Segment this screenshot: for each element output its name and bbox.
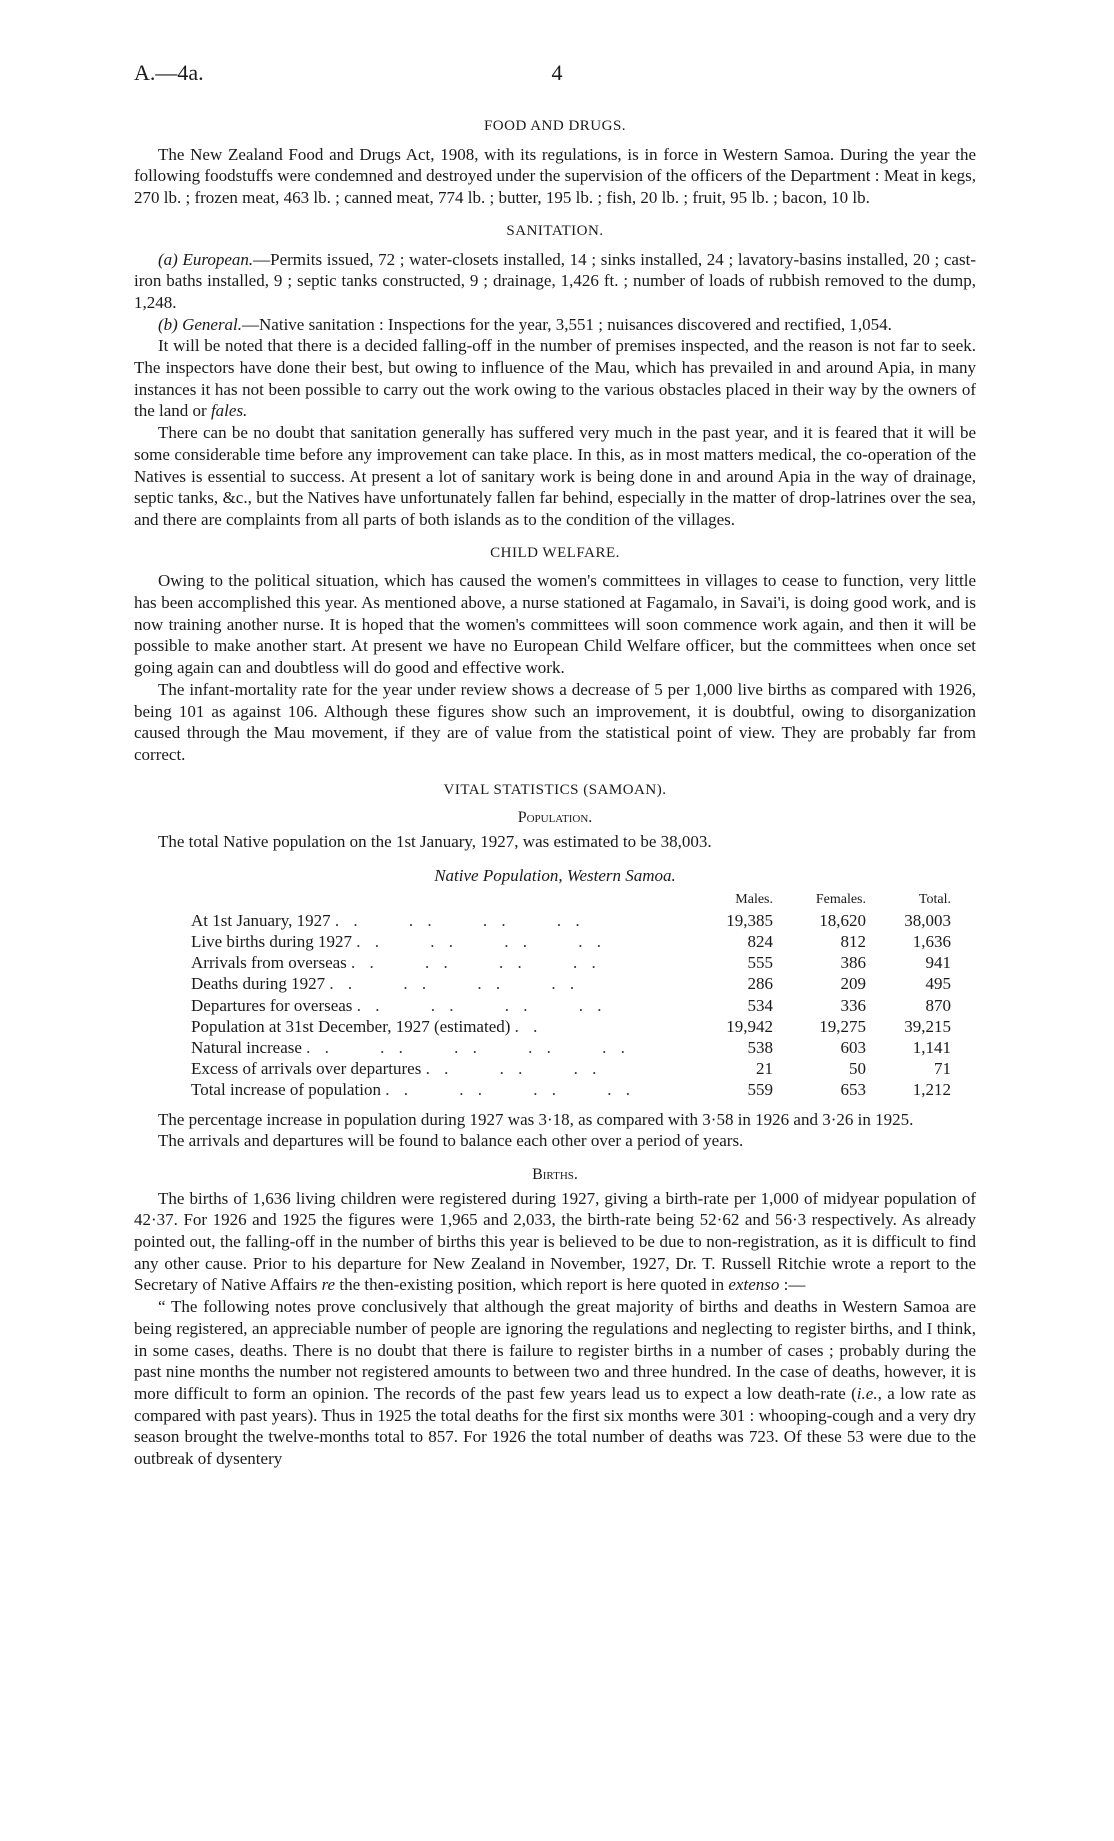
table-row [191, 952, 951, 973]
sanitation-european-label: (a) European. [158, 249, 254, 269]
total-cell: 71 [934, 1059, 951, 1079]
leader-dots: . . . . . . . . . . [306, 1037, 630, 1057]
section-title-vital-statistics: VITAL STATISTICS (SAMOAN). [443, 781, 667, 798]
section-title-child-welfare: CHILD WELFARE. [490, 544, 620, 561]
females-cell: 18,620 [819, 910, 866, 930]
total-cell: 495 [925, 974, 951, 994]
leader-dots: . . . . . . . . [356, 995, 607, 1015]
child-welfare-paragraph-1: Owing to the political situation, which has caused the women's committees in villages to cease to function, very little has been accomplished this year. As mentioned above, a nurse stationed at Fagamalo, in Savai'i, is doing good work, and is now training another nurse. It is hoped that the women's committees will soon commence work again, and then it will be possible to make another start. At present we have no European Child Welfare officer, but the committees when once set going again can and doubtless will do good and effective work. [134, 571, 976, 678]
males-cell: 21 [756, 1059, 773, 1079]
leader-dots: . . . . . . . . [356, 931, 607, 951]
page-header [134, 60, 980, 90]
population-intro: The total Native population on the 1st January, 1927, was estimated to be 38,003. [158, 832, 712, 852]
females-cell: 812 [840, 931, 866, 951]
sanitation-general-label: (b) General. [158, 314, 243, 334]
food-paragraph: The New Zealand Food and Drugs Act, 1908, with its regulations, is in force in Western Samoa. During the year the following foodstuffs were condemned and destroyed under the supervision of the officers of the Department : Meat in kegs, 270 lb. ; frozen meat, 463 lb. ; canned meat, 774 lb. ; butter, 195 lb. ; fish, 20 lb. ; fruit, 95 lb. ; bacon, 10 lb. [134, 144, 976, 208]
leader-dots: . . . . . . . . [334, 910, 585, 930]
child-welfare-paragraph-2: The infant-mortality rate for the year under review shows a decrease of 5 per 1,000 live births as compared with 1926, being 101 as against 106. Although these figures show such an improvement, it is doubtful, owing to disorganization caused through the Mau movement, if they are of value from the statistical point of view. They are probably far from correct. [134, 679, 976, 764]
table-row [191, 995, 951, 1016]
females-cell: 336 [840, 995, 866, 1015]
total-cell: 1,212 [912, 1080, 951, 1100]
table-header-row [191, 889, 951, 910]
table-row [191, 1037, 951, 1058]
table-row [191, 910, 951, 931]
table-row [191, 973, 951, 994]
males-cell: 534 [747, 995, 773, 1015]
row-label-cell [191, 1016, 711, 1037]
ritchie-quote-paragraph [134, 1296, 976, 1470]
row-label-cell [191, 973, 711, 994]
population-table-body [191, 910, 951, 1101]
sanitation-european-paragraph [134, 249, 976, 314]
table-row [191, 1079, 951, 1100]
table-row [191, 1016, 951, 1037]
males-cell: 286 [747, 974, 773, 994]
percentage-increase-paragraph: The percentage increase in population during 1927 was 3·18, as compared with 3·58 in 1926 and 3·26 in 1925. [158, 1109, 914, 1129]
total-cell: 870 [925, 995, 951, 1015]
births-text-a: The births of 1,636 living children were registered during 1927, giving a birth-rate per 1,000 of midyear population of 42·37. For 1926 and 1925 the figures were 1,965 and 2,033, the birth-rate being 52·62 and 56·3 respectively. As already pointed out, the falling-off in the number of births this year is believed to be due to non-registration, as it is difficult to find any other cause. Prior to his departure for New Zealand in November, 1927, Dr. T. Russell Ritchie wrote a report to the Secretary of Native Affairs [134, 1188, 976, 1295]
row-label: Departures for overseas [191, 995, 353, 1015]
sanitation-european-text: —Permits issued, 72 ; water-closets installed, 14 ; sinks installed, 24 ; lavatory-basins installed, 20 ; cast-iron baths installed, 9 ; septic tanks constructed, 9 ; drainage, 1,426 ft. ; number of loads of rubbish removed to the dump, 1,248. [134, 249, 976, 312]
males-cell: 559 [747, 1080, 773, 1100]
leader-dots: . . [514, 1016, 543, 1036]
row-label-cell [191, 1037, 711, 1058]
males-cell: 555 [747, 953, 773, 973]
row-label-cell [191, 1079, 711, 1100]
row-label: Natural increase [191, 1037, 302, 1057]
females-cell: 19,275 [819, 1016, 866, 1036]
total-cell: 1,141 [912, 1037, 951, 1057]
total-cell: 941 [925, 953, 951, 973]
leader-dots: . . . . . . . . [385, 1080, 635, 1100]
row-label-cell [191, 910, 711, 931]
quote-ie: i.e. [856, 1383, 878, 1403]
row-label-cell [191, 1058, 711, 1079]
sanitation-mau-paragraph [134, 335, 976, 422]
sanitation-mau-text: It will be noted that there is a decided falling-off in the number of premises inspected, and the reason is not far to seek. The inspectors have done their best, but owing to influence of the Mau, which has prevailed in and around Apia, in many instances it has not been possible to carry out the work owing to the various obstacles placed in their way by the owners of the land or [134, 336, 976, 421]
header-label-cell [191, 889, 711, 910]
table-row [191, 931, 951, 952]
arrivals-departures-paragraph: The arrivals and departures will be found to balance each other over a period of years. [158, 1131, 744, 1151]
table-caption: Native Population, Western Samoa. [434, 865, 676, 885]
table-row [191, 1058, 951, 1079]
females-cell: 50 [849, 1059, 866, 1079]
total-cell: 39,215 [904, 1016, 951, 1036]
females-cell: 653 [840, 1080, 866, 1100]
total-cell: 1,636 [912, 931, 951, 951]
leader-dots: . . . . . . . . [351, 953, 601, 973]
row-label: At 1st January, 1927 [191, 910, 331, 930]
row-label: Live births during 1927 [191, 931, 353, 951]
sanitation-fales: fales. [210, 401, 248, 421]
row-label-cell [191, 952, 711, 973]
females-cell: 603 [840, 1037, 866, 1057]
header-males: Males. [735, 891, 773, 907]
leader-dots: . . . . . . . . [329, 974, 580, 994]
quote-text-b: , a low rate as compared with past years). Thus in 1925 the total deaths for the first six months were 301 : whooping-cough and a very dry season brought the twelve-months total to 857. For 1926 the total number of deaths was 723. Of these 53 were due to the outbreak of dysentery [134, 1383, 976, 1469]
section-title-food-and-drugs: FOOD AND DRUGS. [483, 118, 627, 134]
row-label: Total increase of population [191, 1080, 381, 1100]
quote-text-a: “ The following notes prove conclusively that although the great majority of births and deaths in Western Samoa are being registered, an appreciable number of people are ignoring the regulations and neglecting to register births, and I think, in some cases, deaths. There is no doubt that there is failure to register births in a number of cases ; probably during the past nine months the number not registered amounts to between two and three hundred. In the case of deaths, however, it is more difficult to form an opinion. The records of the past few years lead us to expect a low death-rate ( [134, 1297, 976, 1403]
births-text-c: :— [779, 1275, 806, 1295]
row-label-cell [191, 931, 711, 952]
subsection-title-population: Population. [517, 809, 593, 827]
row-label: Population at 31st December, 1927 (estimated) [191, 1016, 511, 1036]
header-total: Total. [918, 891, 951, 907]
total-cell: 38,003 [904, 910, 951, 930]
page-number: 4 [551, 60, 563, 85]
births-text-b: the then-existing position, which report is here quoted in [335, 1275, 729, 1295]
header-females: Females. [815, 891, 866, 907]
row-label: Excess of arrivals over departures [191, 1059, 422, 1079]
males-cell: 19,385 [726, 910, 773, 930]
sanitation-general-paragraph [134, 314, 976, 336]
document-body [134, 108, 976, 1470]
leader-dots: . . . . . . [425, 1059, 602, 1079]
subsection-title-births: Births. [532, 1165, 578, 1183]
males-cell: 538 [747, 1037, 773, 1057]
births-re: re [321, 1275, 336, 1295]
males-cell: 824 [747, 931, 773, 951]
row-label-cell [191, 995, 711, 1016]
population-table [191, 889, 951, 1101]
sanitation-general-suffered-paragraph: There can be no doubt that sanitation generally has suffered very much in the past year, and it is feared that it will be some considerable time before any improvement can take place. In this, as in most matters medical, the co-operation of the Natives is essential to success. At present a lot of sanitary work is being done in and around Apia in the way of drainage, septic tanks, &c., but the Natives have unfortunately fallen far behind, especially in the matter of drop-latrines over the sea, and there are complaints from all parts of both islands as to the condition of the villages. [134, 423, 976, 529]
row-label: Arrivals from overseas [191, 953, 347, 973]
section-title-sanitation: SANITATION. [506, 222, 604, 239]
births-extenso: extenso [728, 1275, 780, 1295]
females-cell: 209 [840, 974, 866, 994]
sanitation-general-text: —Native sanitation : Inspections for the year, 3,551 ; nuisances discovered and rectified, 1,054. [242, 314, 892, 334]
row-label: Deaths during 1927 [191, 974, 326, 994]
females-cell: 386 [840, 953, 866, 973]
document-reference: A.—4a. [134, 60, 204, 85]
males-cell: 19,942 [726, 1016, 773, 1036]
births-paragraph [134, 1188, 976, 1297]
